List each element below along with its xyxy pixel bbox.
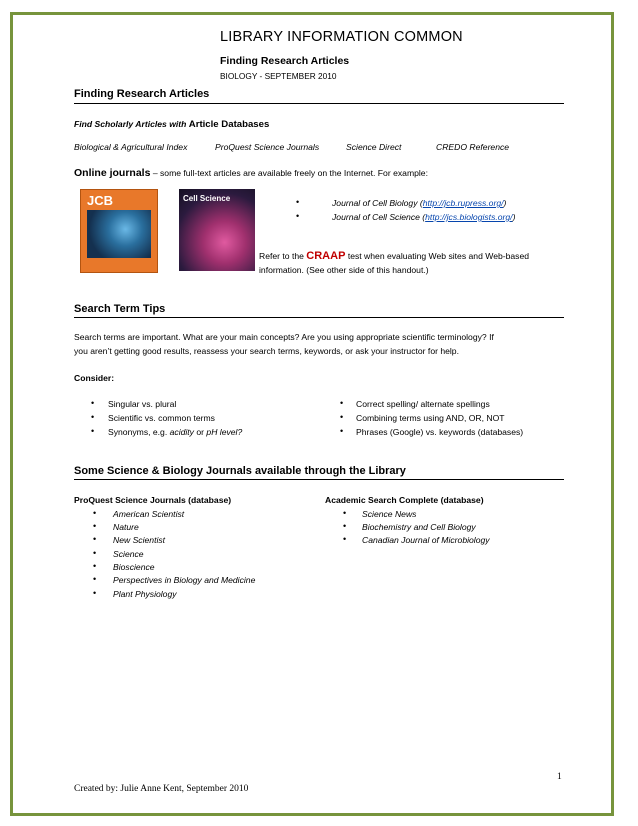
synonyms-term2: pH level? [206, 427, 243, 437]
bullet-icon: • [296, 197, 300, 207]
jcb-cover-art [87, 210, 151, 258]
bullet-icon: • [340, 398, 344, 408]
tip-item: Phrases (Google) vs. keywords (databases) [356, 427, 524, 437]
bullet-icon: • [343, 508, 347, 518]
section-heading-finding-articles: Finding Research Articles [74, 88, 210, 100]
journal-link[interactable]: http://jcs.biologists.org/ [425, 212, 513, 222]
journal-list-item: American Scientist [113, 509, 185, 519]
document-title: LIBRARY INFORMATION COMMON [220, 29, 463, 45]
journal-name: Journal of Cell Biology [332, 198, 418, 208]
bullet-icon: • [91, 398, 95, 408]
consider-label: Consider: [74, 373, 115, 383]
database-item: Biological & Agricultural Index [74, 142, 188, 152]
craap-word: CRAAP [306, 250, 346, 262]
bullet-icon: • [93, 574, 97, 584]
tip-item: Scientific vs. common terms [108, 413, 215, 423]
bullet-icon: • [93, 534, 97, 544]
jcb-cover-image [80, 189, 158, 273]
bullet-icon: • [93, 588, 97, 598]
craap-line-2: information. (See other side of this handout.) [259, 265, 429, 275]
synonyms-term1: acidity [169, 427, 194, 437]
jcb-logo: JCB [87, 193, 114, 208]
online-journals-label: Online journals [74, 167, 151, 179]
intro-italic: Find Scholarly Articles with [74, 119, 187, 129]
bullet-icon: • [340, 412, 344, 422]
bullet-icon: • [343, 521, 347, 531]
synonyms-prefix: Synonyms, e.g. [108, 427, 168, 437]
page-number: 1 [557, 772, 562, 782]
journal-name: Journal of Cell Science [332, 212, 420, 222]
document-subline: BIOLOGY - SEPTEMBER 2010 [220, 71, 337, 81]
bullet-icon: • [340, 426, 344, 436]
academic-search-heading: Academic Search Complete (database) [325, 495, 484, 505]
online-journals-line [74, 167, 428, 179]
bullet-icon: • [93, 561, 97, 571]
bullet-icon: • [343, 534, 347, 544]
journal-list-item: New Scientist [113, 535, 166, 545]
section-rule [74, 479, 564, 480]
journal-link[interactable]: http://jcb.rupress.org/ [422, 198, 504, 208]
synonyms-or: or [196, 427, 205, 437]
section-rule [74, 317, 564, 318]
journal-list-item: Plant Physiology [113, 589, 177, 599]
cell-science-cover-image [179, 189, 255, 271]
database-item: Science Direct [346, 142, 402, 152]
search-tips-para-line-1: Search terms are important. What are your main concepts? Are you using appropriate scientific terminology? If [74, 332, 494, 342]
bullet-icon: • [296, 211, 300, 221]
journal-list-item: Science [113, 549, 144, 559]
tip-item: Combining terms using AND, OR, NOT [356, 413, 505, 423]
footer-created-by: Created by: Julie Anne Kent, September 2010 [74, 784, 249, 794]
craap-suffix: test when evaluating Web sites and Web-based [347, 251, 530, 261]
online-journals-text: – some full-text articles are available freely on the Internet. For example: [152, 168, 428, 178]
journal-item-jcb: Journal of Cell Biology (http://jcb.rupress.org/) [332, 198, 507, 208]
proquest-heading: ProQuest Science Journals (database) [74, 495, 232, 505]
journal-list-item: Perspectives in Biology and Medicine [113, 575, 256, 585]
section-heading-journals: Some Science & Biology Journals available through the Library [74, 465, 406, 477]
page-border [10, 12, 614, 816]
bullet-icon: • [91, 426, 95, 436]
journal-list-item: Biochemistry and Cell Biology [362, 522, 476, 532]
search-tips-para-line-2: you aren’t getting good results, reassess your search terms, keywords, or ask your instructor for help. [74, 346, 459, 356]
section-rule [74, 103, 564, 104]
journal-list-item: Nature [113, 522, 139, 532]
document-subtitle: Finding Research Articles [220, 55, 350, 67]
craap-prefix: Refer to the [259, 251, 304, 261]
section-heading-search-tips: Search Term Tips [74, 303, 166, 315]
cell-science-logo: Cell Science [183, 194, 231, 203]
bullet-icon: • [91, 412, 95, 422]
bullet-icon: • [93, 548, 97, 558]
tip-item: Correct spelling/ alternate spellings [356, 399, 490, 409]
journal-list-item: Bioscience [113, 562, 155, 572]
craap-line-1 [259, 250, 529, 262]
database-item: ProQuest Science Journals [215, 142, 320, 152]
scholarly-articles-line [74, 119, 269, 130]
journal-list-item: Science News [362, 509, 417, 519]
tip-item-synonyms [108, 427, 242, 437]
journal-item-jcs: Journal of Cell Science (http://jcs.biologists.org/) [332, 212, 516, 222]
intro-rest: Article Databases [188, 119, 270, 130]
bullet-icon: • [93, 521, 97, 531]
journal-list-item: Canadian Journal of Microbiology [362, 535, 490, 545]
bullet-icon: • [93, 508, 97, 518]
tip-item: Singular vs. plural [108, 399, 177, 409]
database-item: CREDO Reference [436, 142, 510, 152]
